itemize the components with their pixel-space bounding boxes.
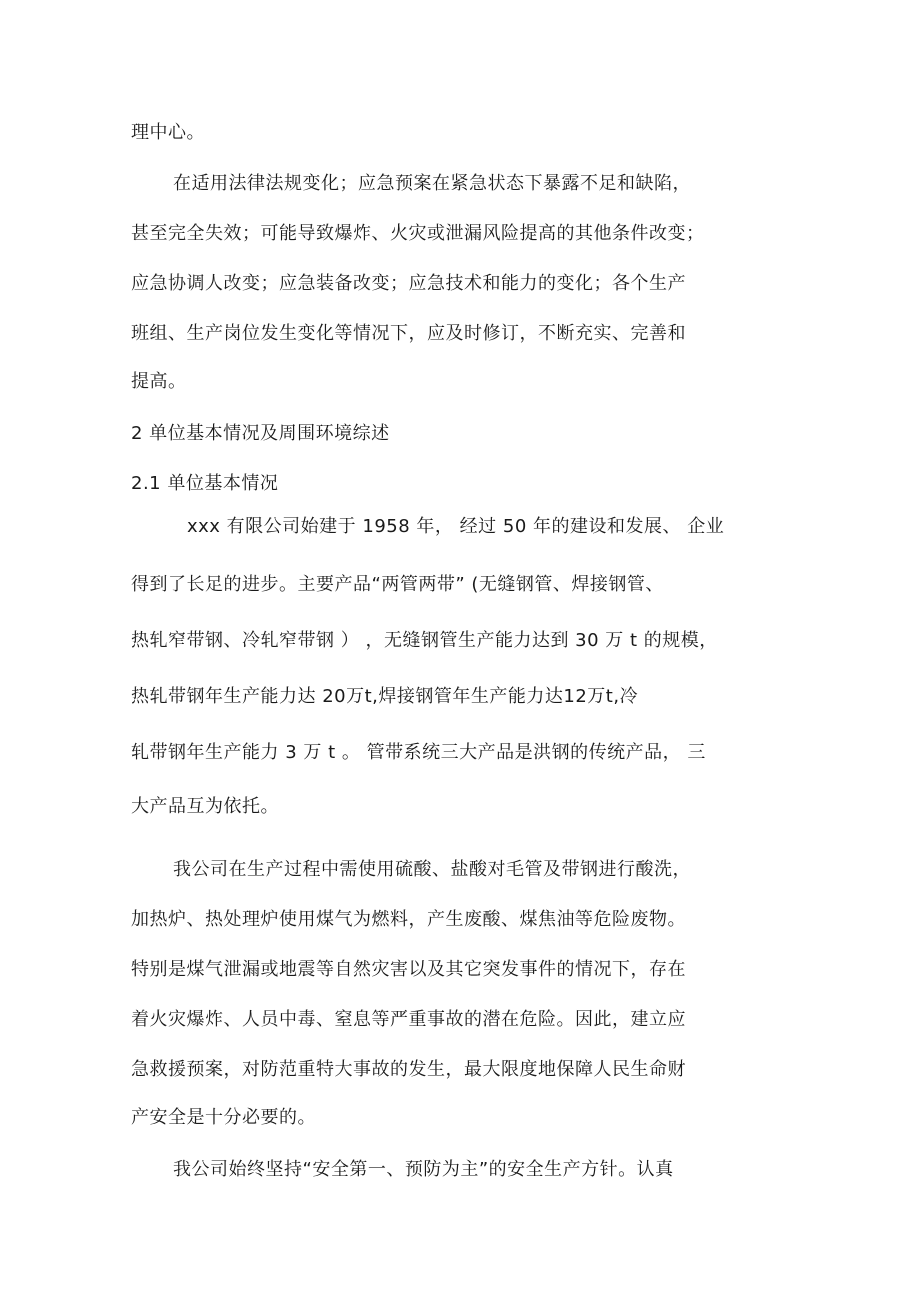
paragraph-line: 班组、生产岗位发生变化等情况下，应及时修订，不断充实、完善和 — [131, 323, 686, 344]
paragraph-line: 甚至完全失效；可能导致爆炸、火灾或泄漏风险提高的其他条件改变； — [131, 223, 705, 244]
paragraph-line: 热轧窄带钢、冷轧窄带钢 ） ，无缝钢管生产能力达到 30 万 t 的规模， — [131, 630, 718, 651]
paragraph-line: 特别是煤气泄漏或地震等自然灾害以及其它突发事件的情况下，存在 — [131, 959, 686, 980]
paragraph-line: 加热炉、热处理炉使用煤气为燃料，产生废酸、煤焦油等危险废物。 — [131, 909, 686, 930]
paragraph-line: 在适用法律法规变化；应急预案在紧急状态下暴露不足和缺陷， — [173, 173, 691, 194]
paragraph-line: 轧带钢年生产能力 3 万 t 。 管带系统三大产品是洪钢的传统产品， 三 — [131, 742, 706, 763]
text-line: 理中心。 — [131, 122, 205, 143]
paragraph-line: xxx 有限公司始建于 1958 年， 经过 50 年的建设和发展、 企业 — [187, 516, 725, 537]
paragraph-line: 热轧带钢年生产能力达 20万t,焊接钢管年生产能力达12万t,冷 — [131, 686, 639, 707]
paragraph-line: 着火灾爆炸、人员中毒、窒息等严重事故的潜在危险。因此，建立应 — [131, 1009, 686, 1030]
paragraph-line: 应急协调人改变；应急装备改变；应急技术和能力的变化；各个生产 — [131, 273, 686, 294]
section-heading: 2 单位基本情况及周围环境综述 — [131, 423, 390, 444]
paragraph-line: 急救援预案，对防范重特大事故的发生，最大限度地保障人民生命财 — [131, 1059, 686, 1080]
paragraph-line: 产安全是十分必要的。 — [131, 1107, 316, 1128]
paragraph-line: 提高。 — [131, 371, 187, 392]
paragraph-line: 得到了长足的进步。主要产品“两管两带” (无缝钢管、焊接钢管、 — [131, 574, 664, 595]
subsection-heading: 2.1 单位基本情况 — [131, 473, 279, 494]
paragraph-line: 我公司在生产过程中需使用硫酸、盐酸对毛管及带钢进行酸洗， — [173, 859, 691, 880]
paragraph-line: 我公司始终坚持“安全第一、预防为主”的安全生产方针。认真 — [173, 1159, 674, 1180]
paragraph-line: 大产品互为依托。 — [131, 796, 279, 817]
